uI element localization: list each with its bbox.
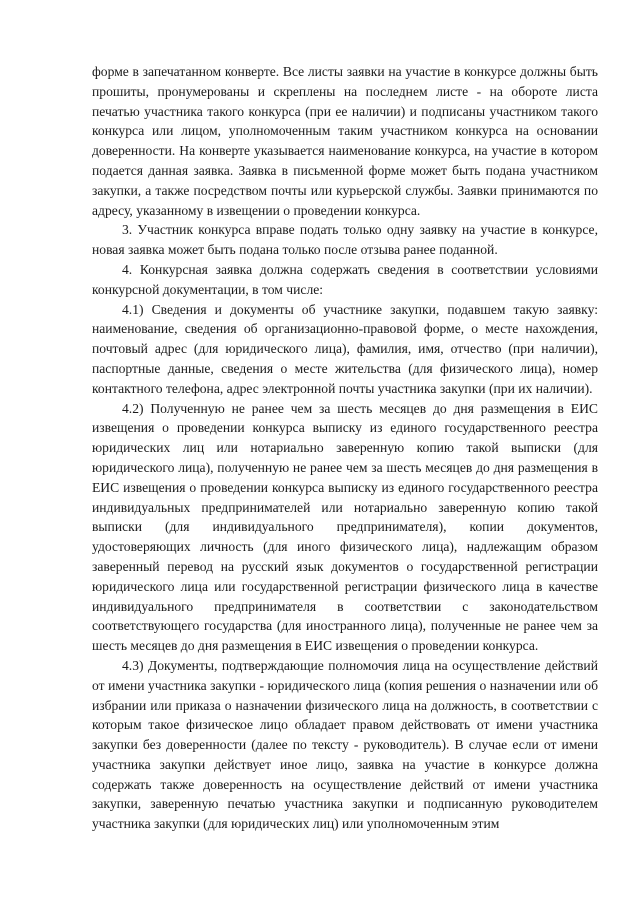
- paragraph-item-4: 4. Конкурсная заявка должна содержать сведения в соответствии условиями конкурсной документации, в том числе:: [92, 261, 598, 297]
- paragraph-submission-envelope: форме в запечатанном конверте. Все листы заявки на участие в конкурсе должны быть прошиты, пронумерованы и скреплены на последнем листе - на обороте листа печатью участника такого конкурса (при ее наличии) и подписаны участником такого конкурса или лицом, уполномоченным таким участником конкурса на основании доверенности. На конверте указывается наименование конкурса, на участие в котором подается данная заявка. Заявка в письменной форме может быть подана участником закупки, а также посредством почты или курьерской службы. Заявки принимаются по адресу, указанному в извещении о проведении конкурса.: [92, 64, 598, 218]
- paragraph-item-4-1: 4.1) Сведения и документы об участнике закупки, подавшем такую заявку: наименование, сведения об организационно-правовой форме, о месте нахождения, почтовый адрес (для юридического лица), фамилия, имя, отчество (при наличии), паспортные данные, сведения о месте жительства (для физического лица), номер контактного телефона, адрес электронной почты участника закупки (при их наличии).: [92, 301, 598, 396]
- document-page: [92, 62, 598, 834]
- paragraph-item-4-2: 4.2) Полученную не ранее чем за шесть месяцев до дня размещения в ЕИС извещения о проведении конкурса выписку из единого государственного реестра юридических лиц или нотариально заверенную копию такой выписки (для юридического лица), полученную не ранее чем за шесть месяцев до дня размещения в ЕИС извещения о проведении конкурса выписку из единого государственного реестра индивидуальных предпринимателей или нотариально заверенную копию такой выписки (для индивидуального предпринимателя), копии документов, удостоверяющих личность (для иного физического лица), надлежащим образом заверенный перевод на русский язык документов о государственной регистрации юридического лица или государственной регистрации физического лица в качестве индивидуального предпринимателя в соответствии с законодательством соответствующего государства (для иностранного лица), полученные не ранее чем за шесть месяцев до дня размещения в ЕИС извещения о проведении конкурса.: [92, 400, 598, 654]
- paragraph-item-3: 3. Участник конкурса вправе подать только одну заявку на участие в конкурсе, новая заявка может быть подана только после отзыва ранее поданной.: [92, 222, 598, 258]
- paragraph-item-4-3: 4.3) Документы, подтверждающие полномочия лица на осуществление действий от имени участника закупки - юридического лица (копия решения о назначении или об избрании или приказа о назначении физического лица на должность, в соответствии с которым такое физическое лицо обладает правом действовать от имени участника закупки без доверенности (далее по тексту - руководитель). В случае если от имени участника закупки действует иное лицо, заявка на участие в конкурсе должна содержать также доверенность на осуществление действий от имени участника закупки, заверенную печатью участника закупки и подписанную руководителем участника закупки (для юридических лиц) или уполномоченным этим: [92, 657, 598, 832]
